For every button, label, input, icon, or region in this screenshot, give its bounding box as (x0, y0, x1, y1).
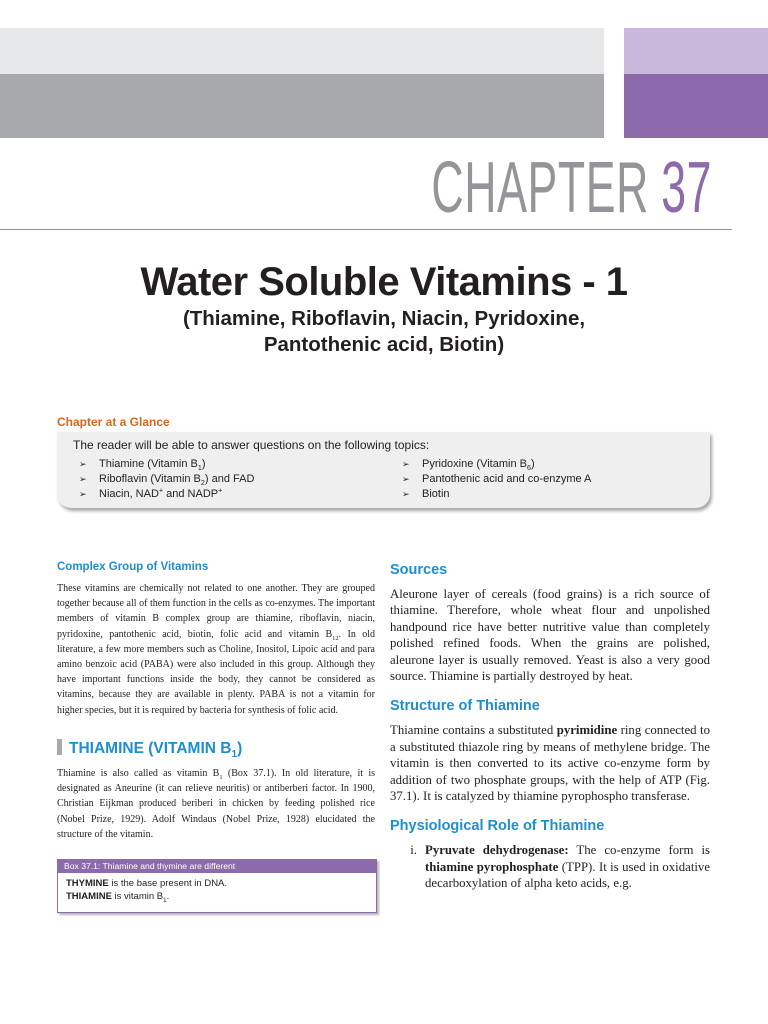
structure-heading: Structure of Thiamine (390, 698, 540, 715)
chapter-label (298, 148, 712, 228)
thiamine-section (57, 739, 375, 842)
complex-group-heading: Complex Group of Vitamins (57, 561, 209, 573)
page-title: Water Soluble Vitamins - 1 (140, 260, 628, 304)
header-rule (0, 229, 732, 230)
complex-group-paragraph: These vitamins are chemically not related to one another. They are grouped together because all of them function in the cells as co-enzymes. The important members of vitamin B complex group are thiamine, riboflavin, niacin, pyridoxine, pantothenic acid, biotin, folic acid and vitamin $B_{12}$. In old literature, a few more members such as Choline, Inositol, Lipoic acid and para amino benzoic acid (PABA) were also included in this group. Although they have important functions inside the body, they cannot be considered as vitamins, because they are available in plenty. PABA is not a vitamin for higher species, but it is required by bacteria for synthesis of folic acid. (57, 583, 376, 716)
arrow-bullet-icon: ➢ (79, 474, 87, 484)
box-body (58, 873, 376, 907)
box-title: Box 37.1: Thiamine and thymine are different (58, 860, 376, 873)
sources-heading: Sources (390, 562, 448, 578)
page-subtitle (0, 306, 768, 358)
arrow-bullet-icon: ➢ (402, 489, 410, 499)
header-accent-dark (624, 74, 768, 138)
list-item-text: Pyruvate dehydrogenase: The co-enzyme form is thiamine pyrophosphate (TPP). It is used in oxidative decarboxylation of alpha keto acids, e.g. (425, 843, 711, 891)
list-item: ➢ Pyridoxine (Vitamin $B_6$) (402, 458, 535, 473)
list-item (390, 842, 710, 891)
glance-intro: The reader will be able to answer questions on the following topics: (73, 438, 430, 452)
box-line-2: THIAMINE is vitamin $B_1$. (66, 891, 170, 904)
chapter-number: 37 (661, 148, 712, 228)
structure-paragraph: Thiamine contains a substituted pyrimidine ring connected to a substituted thiazole ring by means of methylene bridge. The vitamin is then converted to its active co-enzyme form by addition of two phosphate groups, with the help of ATP (Fig. 37.1). It is catalyzed by thiamine pyrophospho transferase. (390, 723, 710, 804)
list-item: ➢ Pantothenic acid and co-enzyme A (402, 473, 592, 485)
physiological-heading: Physiological Role of Thiamine (390, 818, 605, 835)
subtitle-line-2: Pantothenic acid, Biotin) (263, 333, 505, 356)
heading-bar (57, 739, 62, 755)
sources-paragraph: Aleurone layer of cereals (food grains) is a rich source of thiamine. Therefore, whole wheat flour and unpolished handpound rice have better nutritive value than completely polished refined foods. When the grains are polished, aleurone layer is usually removed. Yeast is also a very good source. Thiamine is partially destroyed by heat. (390, 587, 710, 684)
glance-left-list (79, 457, 254, 502)
header-band-dark (0, 74, 604, 138)
glance-box (57, 432, 710, 508)
arrow-bullet-icon: ➢ (79, 489, 87, 499)
subtitle-line-1: (Thiamine, Riboflavin, Niacin, Pyridoxine, (182, 307, 586, 330)
arrow-bullet-icon: ➢ (402, 474, 410, 484)
list-item: ➢ Thiamine (Vitamin $B_1$) (79, 458, 206, 473)
list-item: ➢ Niacin, NAD+ and NADP+ (79, 486, 223, 500)
list-item: ➢ Riboflavin (Vitamin $B_2$) and FAD (79, 473, 255, 488)
box-line-1: THYMINE is the base present in DNA. (66, 878, 228, 889)
box-37-1 (57, 859, 377, 913)
right-column (390, 562, 710, 892)
header-accent-light (624, 28, 768, 74)
list-item: ➢ Biotin (402, 488, 450, 500)
arrow-bullet-icon: ➢ (79, 459, 87, 469)
header-band-light (0, 28, 604, 74)
glance-heading: Chapter at a Glance (57, 415, 170, 429)
thiamine-paragraph: Thiamine is also called as vitamin $B_1$ (Box 37.1). In old literature, it is designated as Aneurine (it can relieve neuritis) or antiberberi factor. In 1900, Christian Eijkman produced beriberi in chicken by feeding polished rice (Nobel Prize, 1929). Adolf Windaus (Nobel Prize, 1928) elucidated the structure of the vitamin. (57, 768, 375, 840)
chapter-word: CHAPTER (431, 148, 649, 228)
glance-right-list (402, 457, 591, 502)
arrow-bullet-icon: ➢ (402, 459, 410, 469)
list-numeral: i. (410, 843, 417, 858)
thiamine-heading: THIAMINE (VITAMIN $B_1$) (57, 739, 375, 758)
left-column (57, 561, 375, 718)
